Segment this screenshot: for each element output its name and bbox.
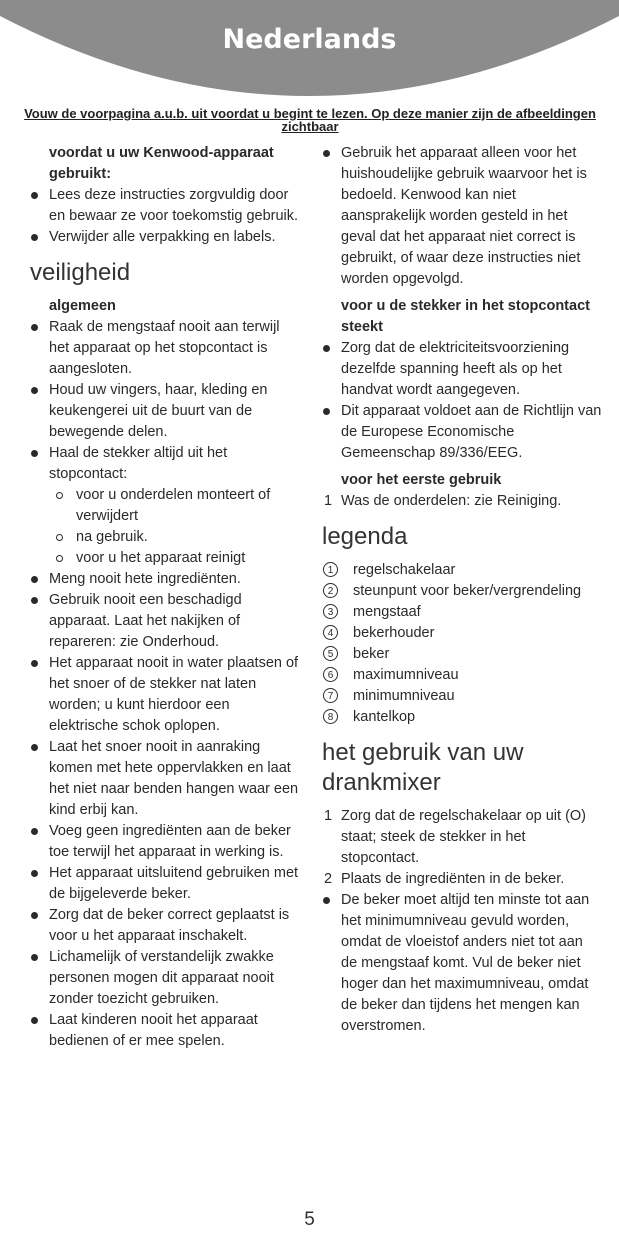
legend-number: 4	[323, 625, 338, 640]
legend-list	[322, 560, 602, 728]
general-heading: algemeen	[49, 298, 116, 314]
page-number: 5	[304, 1209, 315, 1230]
list-item: Gebruik nooit een beschadigd apparaat. Laat het nakijken of repareren: zie Onderhoud.	[30, 590, 300, 653]
legend-label: mengstaaf	[353, 604, 421, 620]
safety-title: veiligheid	[30, 259, 131, 286]
language-header	[0, 0, 619, 100]
legend-label: bekerhouder	[353, 625, 435, 641]
list-item: De beker moet altijd ten minste tot aan het minimumniveau gevuld worden, omdat de vloeistof anders niet tot aan de mengstaaf komt. Vul de beker niet hoger dan het maximumniveau, omdat de beker dan tijdens het mengen kan overstromen.	[322, 890, 602, 1037]
list-item: Het apparaat uitsluitend gebruiken met de bijgeleverde beker.	[30, 863, 300, 905]
usage-step	[322, 869, 602, 890]
list-item: Lichamelijk of verstandelijk zwakke personen mogen dit apparaat nooit zonder toezicht gebruiken.	[30, 947, 300, 1010]
legend-number: 8	[323, 709, 338, 724]
plug-heading: voor u de stekker in het stopcontact steekt	[341, 298, 590, 335]
legend-label: steunpunt voor beker/vergrendeling	[353, 583, 582, 599]
first-use-step	[322, 491, 602, 512]
list-item: Gebruik het apparaat alleen voor het huishoudelijke gebruik waarvoor het is bedoeld. Kenwood kan niet aansprakelijk worden gesteld in het geval dat het apparaat niet correct is gebruikt, of waar deze instructies niet worden opgevolgd.	[322, 143, 602, 290]
list-item: Zorg dat de elektriciteitsvoorziening dezelfde spanning heeft als op het handvat wordt aangegeven.	[322, 338, 602, 401]
legend-item	[322, 581, 602, 602]
legend-label: maximumniveau	[353, 667, 459, 683]
legend-item	[322, 686, 602, 707]
legend-number: 3	[323, 604, 338, 619]
legend-number: 5	[323, 646, 338, 661]
use-list	[322, 143, 602, 290]
legend-number: 1	[323, 562, 338, 577]
sub-list-item: voor u het apparaat reinigt	[30, 548, 300, 569]
list-item: Laat kinderen nooit het apparaat bedienen of er mee spelen.	[30, 1010, 300, 1052]
step-text: Plaats de ingrediënten in de beker.	[341, 871, 565, 887]
legend-item	[322, 707, 602, 728]
plug-list	[322, 338, 602, 464]
usage-list	[322, 890, 602, 1037]
list-item: Laat het snoer nooit in aanraking komen met hete oppervlakken en laat het niet naar benden hangen waar een kind erbij kan.	[30, 737, 300, 821]
sub-list-item: na gebruik.	[30, 527, 300, 548]
language-title: Nederlands	[222, 24, 397, 55]
legend-number: 6	[323, 667, 338, 682]
legend-item	[322, 623, 602, 644]
list-item: Raak de mengstaaf nooit aan terwijl het apparaat op het stopcontact is aangesloten.	[30, 317, 300, 380]
intro-heading: voordat u uw Kenwood-apparaat gebruikt:	[49, 145, 274, 182]
fold-out-notice: Vouw de voorpagina a.u.b. uit voordat u begint te lezen. Op deze manier zijn de afbeeldingen zichtbaar	[24, 106, 596, 134]
legend-label: kantelkop	[353, 709, 416, 725]
step-text: Zorg dat de regelschakelaar op uit (O) staat; steek de stekker in het stopcontact.	[341, 808, 587, 866]
list-item: Voeg geen ingrediënten aan de beker toe terwijl het apparaat in werking is.	[30, 821, 300, 863]
legend-number: 2	[323, 583, 338, 598]
intro-list	[30, 185, 300, 248]
left-column	[30, 143, 300, 1052]
step-number: 2	[324, 871, 333, 887]
sub-list-item: voor u onderdelen monteert of verwijdert	[30, 485, 300, 527]
list-item: Verwijder alle verpakking en labels.	[30, 227, 300, 248]
legend-label: beker	[353, 646, 390, 662]
step-number: 1	[324, 493, 333, 509]
legend-label: regelschakelaar	[353, 562, 456, 578]
list-item: Meng nooit hete ingrediënten.	[30, 569, 300, 590]
legend-title: legenda	[322, 523, 408, 550]
right-column	[322, 143, 602, 1037]
list-item: Lees deze instructies zorgvuldig door en bewaar ze voor toekomstig gebruik.	[30, 185, 300, 227]
list-item: Zorg dat de beker correct geplaatst is voor u het apparaat inschakelt.	[30, 905, 300, 947]
step-number: 1	[324, 808, 333, 824]
legend-item	[322, 560, 602, 581]
legend-item	[322, 644, 602, 665]
legend-item	[322, 665, 602, 686]
list-item: Haal de stekker altijd uit het stopcontact:	[30, 443, 300, 485]
list-item: Houd uw vingers, haar, kleding en keukengerei uit de buurt van de bewegende delen.	[30, 380, 300, 443]
step-text: Was de onderdelen: zie Reiniging.	[341, 493, 562, 509]
safety-list	[30, 317, 300, 1052]
usage-step	[322, 806, 602, 869]
list-item: Dit apparaat voldoet aan de Richtlijn van de Europese Economische Gemeenschap 89/336/EEG.	[322, 401, 602, 464]
legend-number: 7	[323, 688, 338, 703]
legend-item	[322, 602, 602, 623]
legend-label: minimumniveau	[353, 688, 455, 704]
list-item: Het apparaat nooit in water plaatsen of het snoer of de stekker nat laten worden; u kunt hierdoor een elektrische schok oplopen.	[30, 653, 300, 737]
usage-title: het gebruik van uw drankmixer	[322, 739, 524, 796]
first-use-heading: voor het eerste gebruik	[341, 472, 502, 488]
